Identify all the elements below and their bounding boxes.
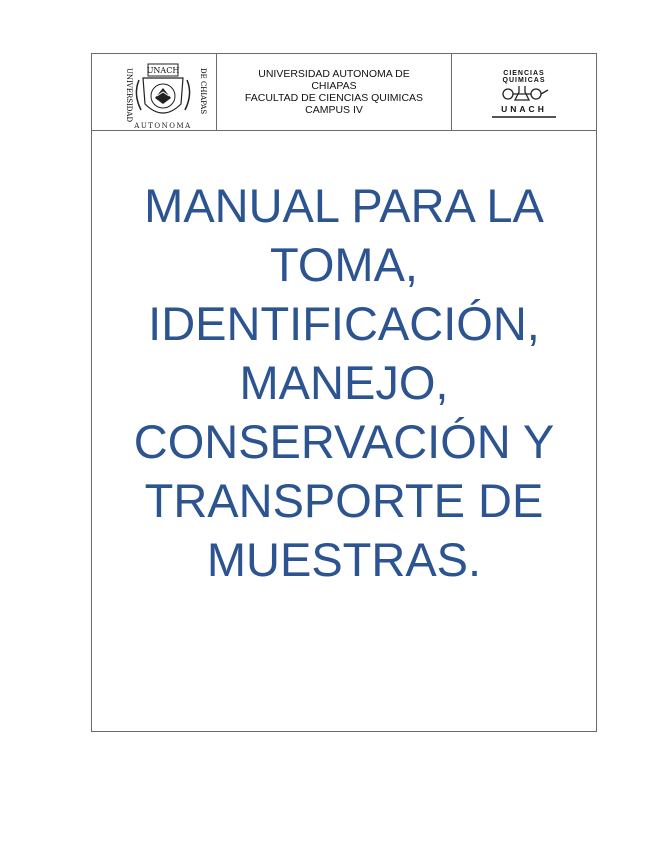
institution-info-cell <box>217 54 452 130</box>
campus-name: CAMPUS IV <box>305 104 363 116</box>
document-frame <box>91 53 597 732</box>
title-line-1: MANUAL PARA LA <box>144 179 544 232</box>
faculty-logo-top2: QUIMICAS <box>502 77 546 84</box>
seal-left-text: UNIVERSIDAD <box>125 68 133 123</box>
document-title <box>92 176 596 589</box>
university-name-line1: UNIVERSIDAD AUTONOMA DE <box>258 68 410 80</box>
university-name-line2: CHIAPAS <box>311 80 357 92</box>
seal-right-text: DE CHIAPAS <box>199 68 207 115</box>
faculty-logo-bottom: UNACH <box>501 104 547 114</box>
title-line-4: MANEJO, <box>239 356 449 409</box>
title-line-6: TRANSPORTE DE <box>144 474 544 527</box>
title-line-3: IDENTIFICACIÓN, <box>148 297 540 350</box>
title-line-5: CONSERVACIÓN Y <box>133 415 555 468</box>
title-line-7: MUESTRAS. <box>206 533 482 586</box>
seal-badge-text: UNACH <box>146 66 180 75</box>
faculty-logo-icon <box>486 68 562 120</box>
faculty-name: FACULTAD DE CIENCIAS QUIMICAS <box>244 92 424 104</box>
seal-bottom-text: AUTONOMA <box>134 122 192 128</box>
university-seal-icon <box>121 60 207 128</box>
header-table <box>92 54 596 131</box>
title-line-2: TOMA, <box>270 238 418 291</box>
faculty-logo-top1: CIENCIAS <box>503 70 545 77</box>
faculty-logo-cell <box>452 54 596 130</box>
university-seal-cell <box>92 54 217 130</box>
